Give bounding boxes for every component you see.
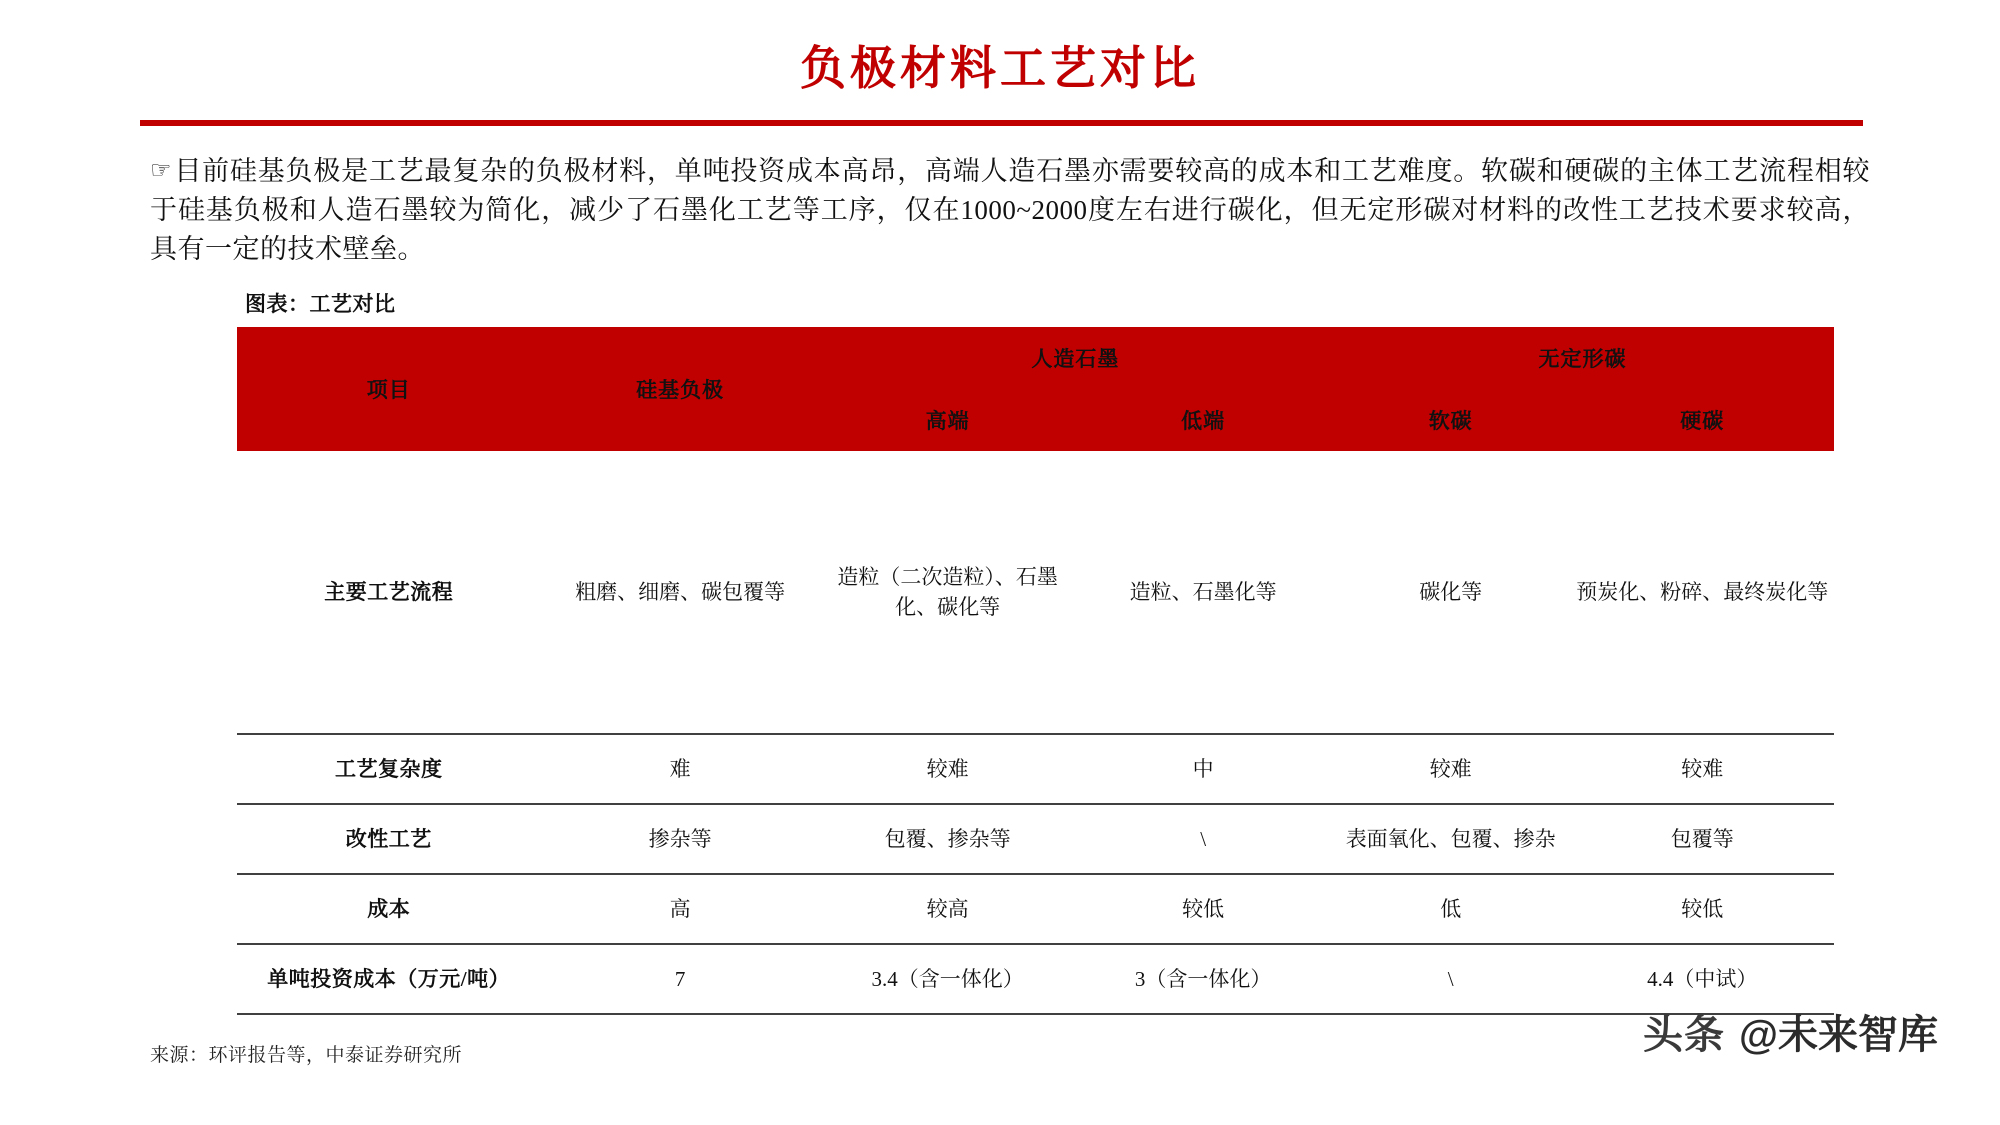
intro-paragraph xyxy=(150,152,1870,269)
row-label-modification: 改性工艺 xyxy=(345,827,432,851)
watermark-handle: @未来智库 xyxy=(1738,1013,1938,1057)
table-row xyxy=(237,735,1834,804)
header-item: 项目 xyxy=(237,327,540,451)
table-spacer-row xyxy=(237,667,1834,734)
cell-capex-high-end: 3.4（含一体化） xyxy=(871,967,1024,991)
table-row xyxy=(237,875,1834,944)
intro-text: 目前硅基负极是工艺最复杂的负极材料，单吨投资成本高昂，高端人造石墨亦需要较高的成本和工艺难度。软碳和硬碳的主体工艺流程相较于硅基负极和人造石墨较为简化，减少了石墨化工艺等工序，仅在1000~2000度左右进行碳化，但无定形碳对材料的改性工艺技术要求较高，具有一定的技术壁垒。 xyxy=(150,156,1870,264)
cell-complexity-hard-carbon: 较难 xyxy=(1681,757,1724,781)
cell-capex-silicon: 7 xyxy=(674,967,686,991)
watermark xyxy=(1643,1003,1938,1060)
header-amorphous-carbon: 无定形碳 xyxy=(1331,327,1834,389)
cell-modification-silicon: 掺杂等 xyxy=(648,827,712,851)
chart-caption: 图表：工艺对比 xyxy=(245,292,396,316)
cell-process-flow-hard-carbon: 预炭化、粉碎、最终炭化等 xyxy=(1576,580,1829,604)
cell-modification-high-end: 包覆、掺杂等 xyxy=(884,827,1011,851)
cell-modification-low-end: \ xyxy=(1200,827,1207,851)
row-label-cost: 成本 xyxy=(367,897,411,921)
header-low-end: 低端 xyxy=(1075,389,1331,451)
cell-process-flow-low-end: 造粒、石墨化等 xyxy=(1129,580,1277,604)
cell-capex-low-end: 3（含一体化） xyxy=(1134,967,1272,991)
cell-process-flow-silicon: 粗磨、细磨、碳包覆等 xyxy=(575,580,786,604)
cell-capex-hard-carbon: 4.4（中试） xyxy=(1647,967,1758,991)
header-artificial-graphite: 人造石墨 xyxy=(820,327,1331,389)
table-row xyxy=(237,945,1834,1014)
comparison-table xyxy=(237,327,1834,1015)
cell-cost-high-end: 较高 xyxy=(926,897,969,921)
table-spacer-row xyxy=(237,451,1834,517)
row-label-capex: 单吨投资成本（万元/吨） xyxy=(267,967,511,991)
cell-modification-soft-carbon: 表面氧化、包覆、掺杂 xyxy=(1345,827,1556,851)
cell-complexity-soft-carbon: 较难 xyxy=(1429,757,1472,781)
table-divider xyxy=(237,1014,1834,1015)
cell-cost-soft-carbon: 低 xyxy=(1440,897,1462,921)
cell-complexity-low-end: 中 xyxy=(1192,757,1214,781)
cell-complexity-silicon: 难 xyxy=(669,757,691,781)
row-label-process-flow: 主要工艺流程 xyxy=(324,580,454,604)
row-label-complexity: 工艺复杂度 xyxy=(334,757,443,781)
cell-capex-soft-carbon: \ xyxy=(1447,967,1454,991)
header-silicon: 硅基负极 xyxy=(540,327,819,451)
cell-cost-low-end: 较低 xyxy=(1182,897,1225,921)
cell-process-flow-high-end: 造粒（二次造粒）、石墨化、碳化等 xyxy=(837,565,1058,619)
cell-cost-hard-carbon: 较低 xyxy=(1681,897,1724,921)
page-title: 负极材料工艺对比 xyxy=(800,43,1200,94)
cell-modification-hard-carbon: 包覆等 xyxy=(1670,827,1734,851)
table-header-group-row xyxy=(237,327,1834,389)
cell-process-flow-soft-carbon: 碳化等 xyxy=(1419,580,1483,604)
pointing-hand-icon: ☞ xyxy=(150,158,173,184)
comparison-table-wrap xyxy=(237,327,1834,1015)
title-divider xyxy=(140,120,1863,126)
table-row xyxy=(237,805,1834,874)
cell-cost-silicon: 高 xyxy=(669,897,691,921)
source-note: 来源：环评报告等，中泰证券研究所 xyxy=(150,1045,463,1066)
table-row xyxy=(237,517,1834,667)
header-hard-carbon: 硬碳 xyxy=(1570,389,1834,451)
header-soft-carbon: 软碳 xyxy=(1331,389,1571,451)
header-high-end: 高端 xyxy=(820,389,1076,451)
cell-complexity-high-end: 较难 xyxy=(926,757,969,781)
toutiao-logo-icon: 头条 xyxy=(1642,1013,1725,1057)
